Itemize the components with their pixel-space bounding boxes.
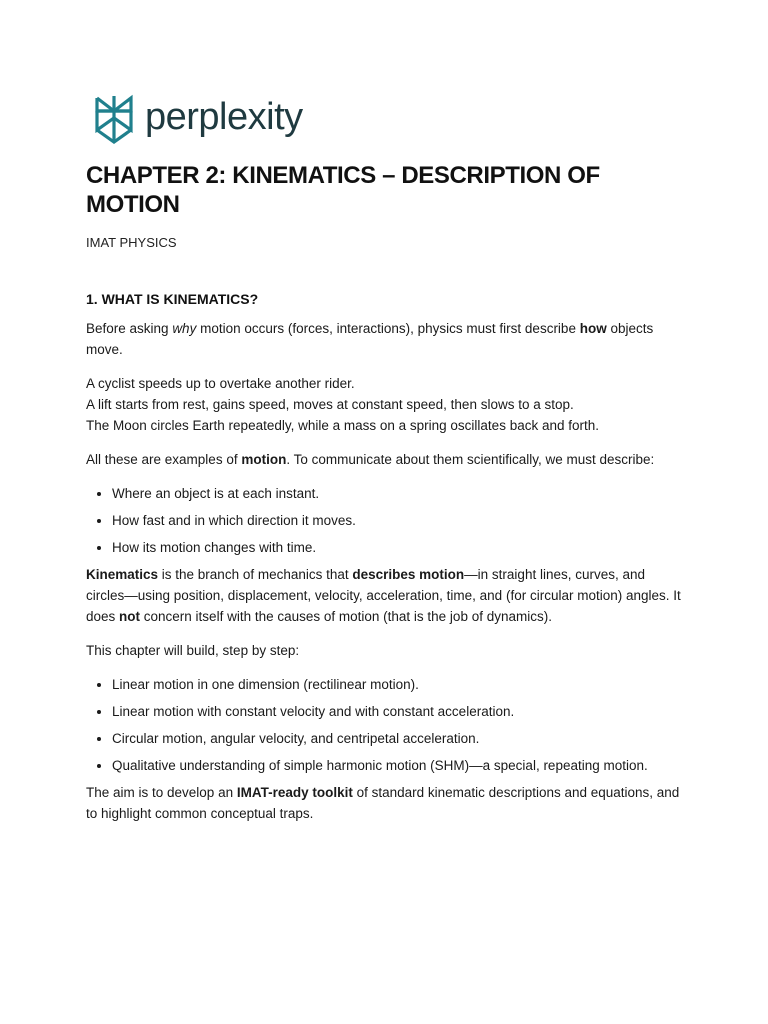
intro-text-a: Before asking bbox=[86, 321, 173, 336]
document-body bbox=[86, 289, 686, 824]
definition-text-f: concern itself with the causes of motion (that is the job of dynamics). bbox=[140, 609, 552, 624]
chapter-list bbox=[86, 674, 686, 776]
list-item: • Linear motion in one dimension (rectilinear motion). bbox=[112, 674, 686, 695]
definition-text-b: is the branch of mechanics that bbox=[158, 567, 353, 582]
section-heading: 1. WHAT IS KINEMATICS? bbox=[86, 291, 259, 307]
aim-text-a: The aim is to develop an bbox=[86, 785, 237, 800]
examples-paragraph bbox=[86, 373, 686, 436]
example-line: A lift starts from rest, gains speed, moves at constant speed, then slows to a stop. bbox=[86, 397, 574, 412]
intro-emphasis-why: why bbox=[172, 321, 197, 336]
toolkit-emphasis: IMAT-ready toolkit bbox=[236, 785, 353, 800]
motion-text-c: . To communicate about them scientifically, we must describe: bbox=[286, 452, 655, 467]
list-item: • Qualitative understanding of simple harmonic motion (SHM)—a special, repeating motion. bbox=[112, 755, 686, 776]
intro-paragraph bbox=[86, 318, 686, 360]
describes-motion-emphasis: describes motion bbox=[352, 567, 465, 582]
intro-text-e: objects move. bbox=[86, 321, 654, 357]
brand-wordmark: perplexity bbox=[145, 96, 303, 138]
perplexity-logo bbox=[93, 94, 303, 144]
build-paragraph: This chapter will build, step by step: bbox=[86, 643, 300, 658]
list-item: • Linear motion with constant velocity and with constant acceleration. bbox=[112, 701, 686, 722]
document-title: CHAPTER 2: KINEMATICS – DESCRIPTION OF MOTION bbox=[86, 162, 600, 218]
list-item: • How fast and in which direction it moves. bbox=[112, 510, 686, 531]
kinematics-term: Kinematics bbox=[86, 567, 159, 582]
motion-paragraph bbox=[86, 449, 686, 470]
list-item: • Where an object is at each instant. bbox=[112, 483, 686, 504]
list-item: • How its motion changes with time. bbox=[112, 537, 686, 558]
not-emphasis: not bbox=[119, 609, 141, 624]
document-subtitle: IMAT PHYSICS bbox=[86, 235, 177, 250]
example-line: The Moon circles Earth repeatedly, while a mass on a spring oscillates back and forth. bbox=[86, 418, 599, 433]
intro-text-c: motion occurs (forces, interactions), physics must first describe bbox=[196, 321, 580, 336]
perplexity-logo-icon bbox=[93, 94, 135, 144]
definition-text-d: —in straight lines, curves, and circles—using position, displacement, velocity, acceleration, time, and (for circular motion) angles. It does bbox=[86, 567, 681, 624]
definition-paragraph bbox=[86, 564, 686, 627]
motion-text-a: All these are examples of bbox=[86, 452, 242, 467]
example-line: A cyclist speeds up to overtake another rider. bbox=[86, 376, 355, 391]
aim-text-c: of standard kinematic descriptions and equations, and to highlight common conceptual traps. bbox=[86, 785, 680, 821]
aim-paragraph bbox=[86, 782, 686, 824]
intro-emphasis-how: how bbox=[579, 321, 607, 336]
describe-list bbox=[86, 483, 686, 558]
motion-emphasis: motion bbox=[241, 452, 287, 467]
list-item: • Circular motion, angular velocity, and centripetal acceleration. bbox=[112, 728, 686, 749]
